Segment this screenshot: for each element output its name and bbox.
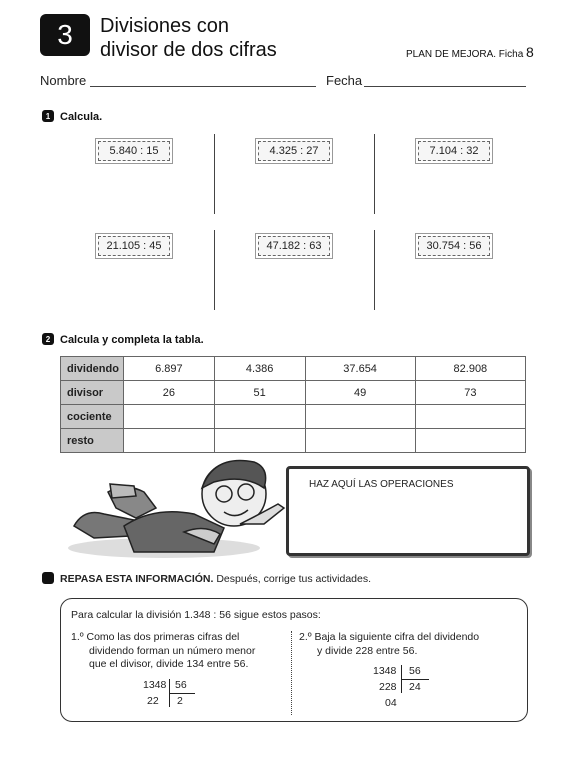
section-1-title: Calcula. xyxy=(60,111,103,123)
step-1-quotient: 2 xyxy=(177,695,183,707)
divider-line xyxy=(374,134,375,214)
table-cell: 26 xyxy=(124,381,215,405)
answer-cell[interactable] xyxy=(305,429,415,453)
division-table xyxy=(60,356,526,453)
division-bracket xyxy=(169,693,195,694)
step-1-rest: 22 xyxy=(147,695,159,707)
table-cell: 82.908 xyxy=(415,357,525,381)
operations-box[interactable] xyxy=(286,466,530,556)
divider-line xyxy=(374,230,375,310)
info-intro: Para calcular la división 1.348 : 56 sigue estos pasos: xyxy=(71,609,321,621)
plan-label xyxy=(406,44,534,60)
repasa-heading xyxy=(60,573,371,585)
answer-cell[interactable] xyxy=(214,405,305,429)
ficha-number: 8 xyxy=(526,44,534,60)
repasa-rest: Después, corrige tus actividades. xyxy=(216,573,372,585)
step-2-line: y divide 228 entre 56. xyxy=(317,644,418,657)
divider-line xyxy=(214,134,215,214)
step-2-mid: 228 xyxy=(379,681,397,693)
division-bracket xyxy=(401,679,429,680)
table-cell: 37.654 xyxy=(305,357,415,381)
page-title xyxy=(100,14,277,62)
step-2-text xyxy=(299,631,521,658)
answer-cell[interactable] xyxy=(305,405,415,429)
division-4: 21.105 : 45 xyxy=(98,236,170,256)
table-row xyxy=(61,405,526,429)
step-2-quotient: 24 xyxy=(409,681,421,693)
step-2-dividend: 1348 xyxy=(373,665,397,677)
fecha-field[interactable] xyxy=(364,86,526,87)
info-box xyxy=(60,598,528,722)
sheet-number-badge: 3 xyxy=(40,14,90,56)
repasa-bold: REPASA ESTA INFORMACIÓN. xyxy=(60,573,214,585)
answer-cell[interactable] xyxy=(415,405,525,429)
step-2-line: 2.º Baja la siguiente cifra del dividendo xyxy=(299,631,480,643)
section-1-number: 1 xyxy=(42,110,54,122)
nombre-label: Nombre xyxy=(40,73,87,88)
row-label: cociente xyxy=(61,405,124,429)
step-1-line: dividendo forman un número menor xyxy=(89,644,256,657)
answer-cell[interactable] xyxy=(124,405,215,429)
table-cell: 4.386 xyxy=(214,357,305,381)
title-line-1: Divisiones con xyxy=(100,15,229,37)
nombre-field[interactable] xyxy=(90,86,316,87)
step-1-dividend: 1348 xyxy=(143,679,167,691)
division-5: 47.182 : 63 xyxy=(258,236,330,256)
section-2-title: Calcula y completa la tabla. xyxy=(60,334,204,346)
section-2-number: 2 xyxy=(42,333,54,345)
table-cell: 51 xyxy=(214,381,305,405)
division-6: 30.754 : 56 xyxy=(418,236,490,256)
table-row xyxy=(61,381,526,405)
fecha-label: Fecha xyxy=(326,73,363,88)
operations-label: HAZ AQUÍ LAS OPERACIONES xyxy=(309,479,454,490)
table-cell: 6.897 xyxy=(124,357,215,381)
row-label: resto xyxy=(61,429,124,453)
answer-cell[interactable] xyxy=(415,429,525,453)
division-2: 4.325 : 27 xyxy=(258,141,330,161)
division-1: 5.840 : 15 xyxy=(98,141,170,161)
step-2-divisor: 56 xyxy=(409,665,421,677)
kid-illustration xyxy=(64,448,290,562)
division-3: 7.104 : 32 xyxy=(418,141,490,161)
step-1-divisor: 56 xyxy=(175,679,187,691)
steps-divider xyxy=(291,631,292,715)
plan-text: PLAN DE MEJORA. Ficha xyxy=(406,49,524,60)
title-line-2: divisor de dos cifras xyxy=(100,39,277,61)
table-cell: 49 xyxy=(305,381,415,405)
row-label: dividendo xyxy=(61,357,124,381)
divider-line xyxy=(214,230,215,310)
table-cell: 73 xyxy=(415,381,525,405)
step-1-line: 1.º Como las dos primeras cifras del xyxy=(71,631,240,643)
repasa-bullet xyxy=(42,572,54,584)
table-row xyxy=(61,357,526,381)
step-1-text xyxy=(71,631,281,672)
step-1-line: que el divisor, divide 134 entre 56. xyxy=(89,658,249,670)
row-label: divisor xyxy=(61,381,124,405)
step-2-rest: 04 xyxy=(385,697,397,709)
